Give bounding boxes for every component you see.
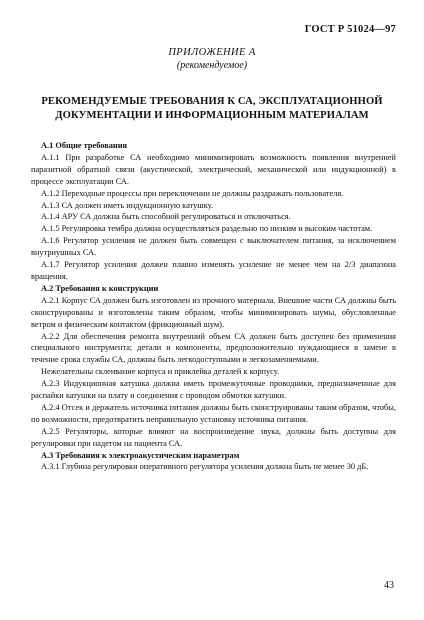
paragraph-a-1-4: А.1.4 АРУ СА должна быть способной регулироваться и отключаться. [41,212,291,222]
paragraph-a-1-7-end: диапазона вращения. [31,260,396,281]
paragraph-a-1-7 [31,259,396,283]
standard-number: ГОСТ Р 51024—97 [304,24,396,35]
paragraph-a-3-1: А.3.1 Глубина регулировки оперативного регулятора усиления должна быть не менее 30 дБ. [41,462,369,472]
paragraph-a-1-6: А.1.6 Регулятор усиления не должен быть совмещен с выключателем питания, за исключением внутриушных СА. [31,236,396,258]
section-heading-construction: А.2 Требования к конструкции [41,283,159,293]
document-body [31,140,396,473]
appendix-title: ПРИЛОЖЕНИЕ А [168,47,256,58]
paragraph-a-2-3: А.2.3 Индукционная катушка должна иметь промежуточные проводники, предназначенные для распайки катушки на плату и соединения с проводом обмотки катушки. [31,379,396,401]
page-number: 43 [384,580,394,591]
appendix-subtitle: (рекомендуемое) [176,60,248,71]
paragraph-a-2-5: А.2.5 Регуляторы, которые влияют на воспроизведение звука, должны быть доступны для регулировки при надетом на пациента СА. [31,426,396,448]
paragraph-a-1-1: А.1.1 При разработке СА необходимо минимизировать возможность появления внутренней паразитной обратной связи (акустической, электрической, механической или индукционной) в процессе эксплуатации СА. [31,152,396,186]
paragraph-a-2-1: А.2.1 Корпус СА должен быть изготовлен из прочного материала. Внешние части СА должны быть сконструированы и изготовлены таким образом, чтобы минимизировать шумы, обусловленные ветром и физическим контактом (фрикционный шум). [31,295,396,329]
paragraph-a-2-4: А.2.4 Отсек и держатель источника питания должны быть сконструированы таким образом, чтобы, по возможности, предотвратить неправильную установку источника питания. [31,402,396,424]
main-title [28,95,396,123]
paragraph-a-1-2: А.1.2 Переходные процессы при переключении не должны раздражать пользователя. [41,188,344,198]
main-title-line-1: РЕКОМЕНДУЕМЫЕ ТРЕБОВАНИЯ К СА, ЭКСПЛУАТАЦИОННОЙ [41,96,383,107]
paragraph-a-2-2-note: Нежелательны склеивание корпуса и приклейка деталей к корпусу. [41,367,280,377]
fraction-two-thirds: 2/3 [344,260,356,270]
section-heading-electroacoustic: А.3 Требования к электроакустическим параметрам [41,450,240,460]
paragraph-a-1-7-start: А.1.7 Регулятор усиления должен плавно изменять усиление не менее чем на [41,260,345,270]
paragraph-a-1-3: А.1.3 СА должен иметь индукционную катушку. [41,200,214,210]
paragraph-a-2-2: А.2.2 Для обеспечения ремонта внутренний объем СА должен быть доступен без применения специального инструмента; детали и компоненты, предположительно нуждающиеся в замене в течение срока службы СА, должны быть легкодоступными и легкозаменяемыми. [31,331,396,365]
main-title-line-2: ДОКУМЕНТАЦИИ И ИНФОРМАЦИОННЫМ МАТЕРИАЛАМ [55,110,369,121]
section-heading-general: А.1 Общие требования [41,141,128,150]
paragraph-a-1-5: А.1.5 Регулировка тембра должна осуществляться раздельно по низким и высоким частотам. [41,224,373,234]
